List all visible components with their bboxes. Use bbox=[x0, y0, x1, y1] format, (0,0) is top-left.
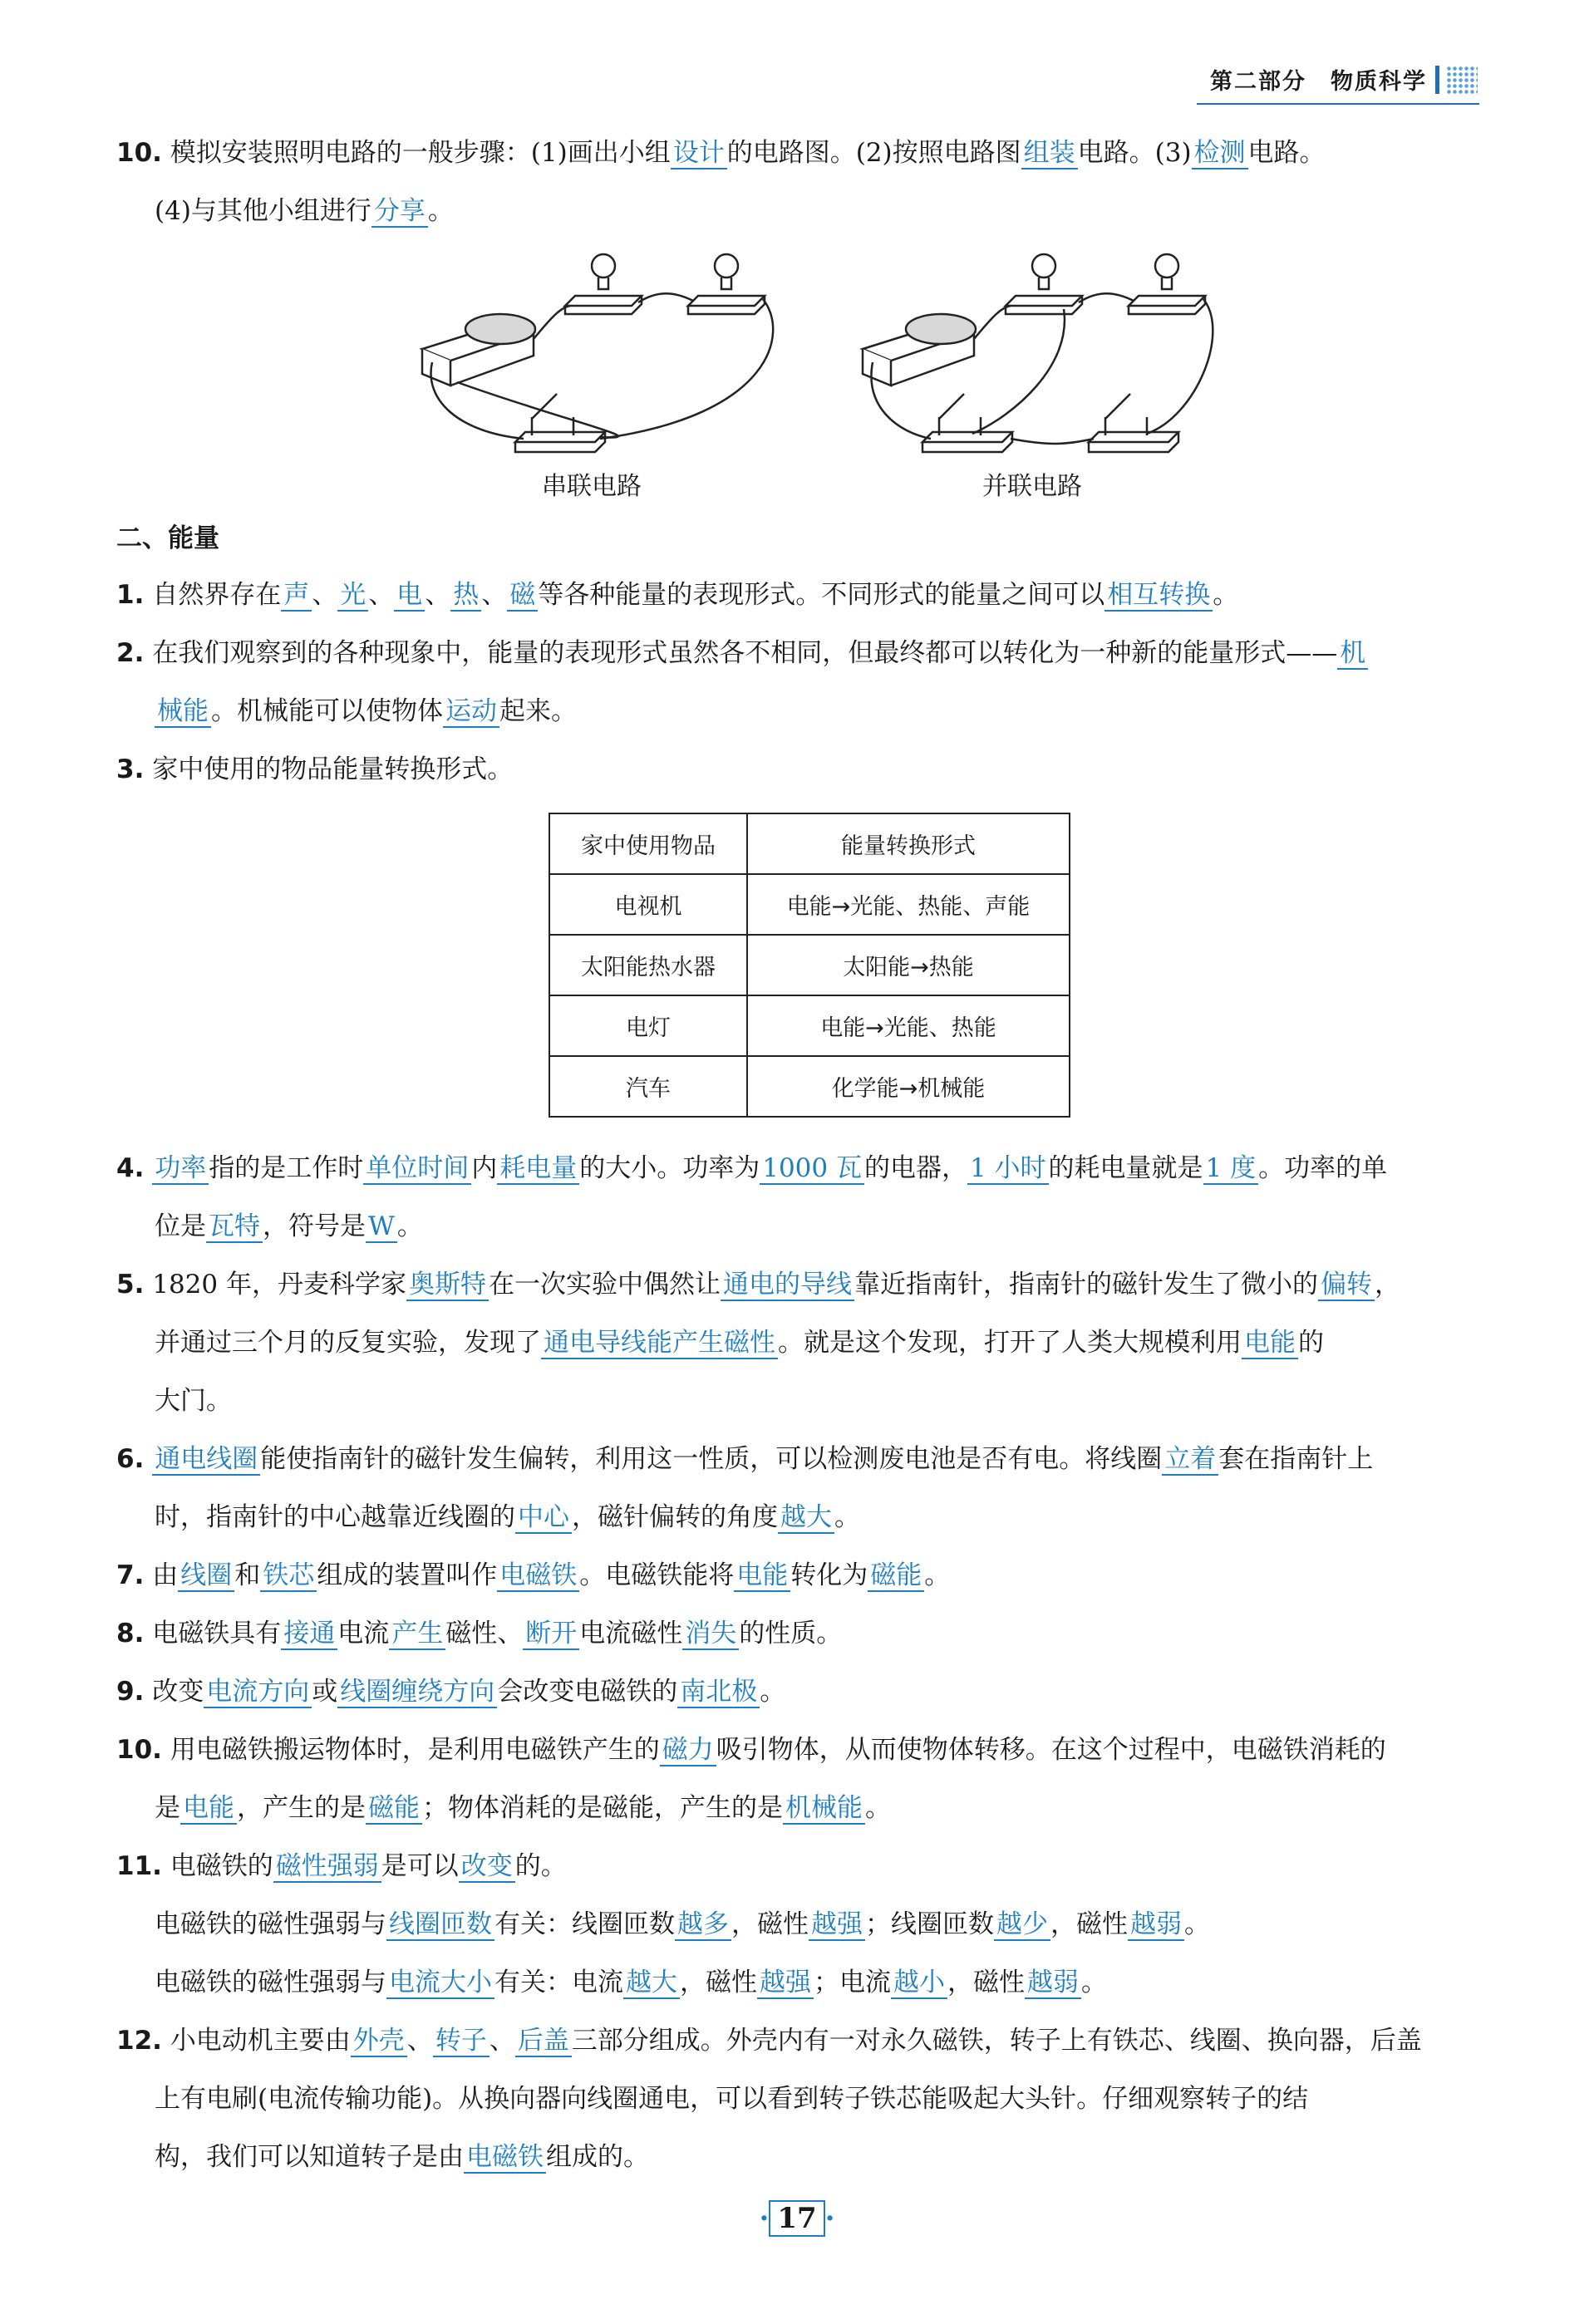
text: 的电器， bbox=[863, 1153, 967, 1183]
text: 。 bbox=[865, 1793, 891, 1823]
text: 组成的装置叫作 bbox=[317, 1560, 498, 1590]
answer: 铁芯 bbox=[260, 1560, 317, 1592]
answer: 越少 bbox=[994, 1909, 1050, 1941]
answer: 磁能 bbox=[868, 1560, 924, 1592]
text: 是 bbox=[155, 1793, 180, 1823]
text: 电磁铁的磁性强弱与 bbox=[155, 1968, 386, 1997]
q10-line2 bbox=[155, 1790, 1478, 1826]
answer: 磁能 bbox=[366, 1793, 422, 1825]
text: 、 bbox=[312, 580, 338, 610]
answer: 越强 bbox=[757, 1968, 814, 1999]
answer: 磁 bbox=[507, 580, 538, 612]
energy-conversion-table bbox=[549, 813, 1070, 1118]
answer: 电能 bbox=[734, 1560, 790, 1592]
table-row bbox=[549, 1056, 1070, 1117]
text: 在我们观察到的各种现象中，能量的表现形式虽然各不相同，但最终都可以转化为一种新的能量形式—— bbox=[152, 638, 1338, 668]
text: 电流 bbox=[337, 1619, 390, 1648]
text: 时，指南针的中心越靠近线圈的 bbox=[155, 1502, 515, 1532]
header-dot-grid bbox=[1446, 66, 1478, 94]
text: 等各种能量的表现形式。不同形式的能量之间可以 bbox=[538, 580, 1105, 610]
answer: 改变 bbox=[459, 1851, 515, 1883]
answer: 组装 bbox=[1021, 138, 1078, 170]
answer: 越大 bbox=[778, 1502, 834, 1534]
series-circuit-diagram bbox=[407, 249, 806, 465]
answer: 消失 bbox=[682, 1619, 739, 1650]
q2-line2 bbox=[155, 693, 1478, 730]
table-cell: 太阳能热水器 bbox=[549, 935, 747, 995]
table-cell: 化学能→机械能 bbox=[747, 1056, 1070, 1117]
answer: 中心 bbox=[515, 1502, 572, 1534]
answer: 越多 bbox=[675, 1909, 731, 1941]
table-cell: 电视机 bbox=[549, 874, 747, 935]
table-cell: 电能→光能、热能、声能 bbox=[747, 874, 1070, 935]
answer: 通电线圈 bbox=[152, 1444, 260, 1476]
table-row bbox=[549, 874, 1070, 935]
question-number: 5. bbox=[116, 1270, 145, 1300]
text: 。 bbox=[396, 1211, 423, 1241]
table-cell: 太阳能→热能 bbox=[747, 935, 1070, 995]
answer: 通电的导线 bbox=[721, 1270, 854, 1301]
text: 套在指南针上 bbox=[1218, 1444, 1374, 1474]
answer: 后盖 bbox=[515, 2026, 572, 2057]
question-number: 8. bbox=[116, 1619, 145, 1648]
text: 能使指南针的磁针发生偏转，利用这一性质，可以检测废电池是否有电。将线圈 bbox=[260, 1444, 1163, 1474]
text: 的。 bbox=[514, 1851, 567, 1881]
text: 的耗电量就是 bbox=[1048, 1153, 1203, 1183]
question-number: 11. bbox=[116, 1851, 162, 1881]
text: 电路。(3) bbox=[1077, 138, 1192, 168]
answer: 单位时间 bbox=[363, 1153, 471, 1185]
text: ；物体消耗的是磁能，产生的是 bbox=[422, 1793, 783, 1823]
answer: 电能 bbox=[1242, 1328, 1298, 1359]
answer: 瓦特 bbox=[206, 1211, 263, 1243]
answer: 1000 瓦 bbox=[760, 1153, 864, 1185]
text: 吸引物体，从而使物体转移。在这个过程中，电磁铁消耗的 bbox=[716, 1735, 1386, 1765]
q12-line2 bbox=[155, 2081, 1478, 2117]
caption-series: 串联电路 bbox=[542, 472, 642, 501]
text: 模拟安装照明电路的一般步骤：(1)画出小组 bbox=[170, 138, 671, 168]
text: 。机械能可以使物体 bbox=[211, 696, 443, 726]
text: 自然界存在 bbox=[152, 580, 282, 610]
q5-line3 bbox=[155, 1383, 1478, 1419]
text: 、 bbox=[368, 580, 395, 610]
answer: 耗电量 bbox=[497, 1153, 579, 1185]
q3 bbox=[116, 751, 1478, 788]
text: (4)与其他小组进行 bbox=[155, 196, 371, 226]
answer: 检测 bbox=[1192, 138, 1248, 170]
answer: 电流方向 bbox=[204, 1677, 312, 1708]
answer: 电 bbox=[394, 580, 425, 612]
text: 。功率的单 bbox=[1258, 1153, 1388, 1183]
answer: 越小 bbox=[891, 1968, 947, 1999]
text: 是可以 bbox=[381, 1851, 459, 1881]
text: 会改变电磁铁的 bbox=[497, 1677, 678, 1707]
page-number bbox=[0, 2202, 1594, 2235]
text: 电路。 bbox=[1247, 138, 1326, 168]
answer: 断开 bbox=[523, 1619, 579, 1650]
text: 小电动机主要由 bbox=[170, 2026, 351, 2056]
text: 电流磁性 bbox=[579, 1619, 683, 1648]
answer: 电磁铁 bbox=[497, 1560, 579, 1592]
text: 的性质。 bbox=[739, 1619, 843, 1648]
answer: 转子 bbox=[433, 2026, 490, 2057]
text: 起来。 bbox=[499, 696, 577, 726]
answer: 外壳 bbox=[351, 2026, 407, 2057]
question-number: 9. bbox=[116, 1677, 145, 1707]
q11-line1 bbox=[116, 1848, 1478, 1884]
answer: 立着 bbox=[1162, 1444, 1218, 1476]
answer: 越弱 bbox=[1025, 1968, 1081, 1999]
text: 并通过三个月的反复实验，发现了 bbox=[155, 1328, 541, 1358]
answer: 南北极 bbox=[677, 1677, 760, 1708]
page-dot: · bbox=[824, 2202, 835, 2235]
text: 由 bbox=[152, 1560, 179, 1590]
text: 指的是工作时 bbox=[209, 1153, 364, 1183]
text: 大门。 bbox=[155, 1386, 232, 1416]
answer: 1 小时 bbox=[967, 1153, 1049, 1185]
q11-line3 bbox=[155, 1964, 1478, 2001]
text: 转化为 bbox=[790, 1560, 868, 1590]
answer: 电能 bbox=[180, 1793, 237, 1825]
answer: 产生 bbox=[389, 1619, 445, 1650]
text: 。 bbox=[1184, 1909, 1210, 1939]
answer: 磁力 bbox=[660, 1735, 716, 1766]
text: 用电磁铁搬运物体时，是利用电磁铁产生的 bbox=[170, 1735, 660, 1765]
answer: 机械能 bbox=[783, 1793, 865, 1825]
table-cell: 电灯 bbox=[549, 995, 747, 1056]
q5-line1 bbox=[116, 1266, 1478, 1303]
q1 bbox=[116, 577, 1478, 613]
text: 、 bbox=[481, 580, 508, 610]
q4-line2 bbox=[155, 1208, 1478, 1245]
answer: 线圈 bbox=[178, 1560, 234, 1592]
answer: 线圈匝数 bbox=[386, 1909, 494, 1941]
text: ， bbox=[1374, 1270, 1400, 1300]
text: ，磁针偏转的角度 bbox=[572, 1502, 778, 1532]
text: ，符号是 bbox=[263, 1211, 366, 1241]
answer: 电磁铁 bbox=[464, 2142, 546, 2174]
answer: 光 bbox=[337, 580, 368, 612]
answer: 分享 bbox=[371, 196, 428, 228]
table-header-row bbox=[549, 813, 1070, 874]
text: 靠近指南针，指南针的磁针发生了微小的 bbox=[854, 1270, 1318, 1300]
text: 、 bbox=[489, 2026, 515, 2056]
text: ，磁性 bbox=[680, 1968, 757, 1997]
text: 1820 年，丹麦科学家 bbox=[152, 1270, 406, 1300]
table-row bbox=[549, 935, 1070, 995]
answer: 设计 bbox=[671, 138, 727, 170]
question-number: 10. bbox=[116, 138, 162, 168]
text: 。 bbox=[924, 1560, 951, 1590]
section-header bbox=[1210, 63, 1478, 96]
answer: 通电导线能产生磁性 bbox=[541, 1328, 778, 1359]
text: 有关：电流 bbox=[494, 1968, 623, 1997]
text: ，磁性 bbox=[947, 1968, 1025, 1997]
answer: 偏转 bbox=[1318, 1270, 1375, 1301]
answer: 声 bbox=[281, 580, 312, 612]
text: 位是 bbox=[155, 1211, 206, 1241]
question-number: 2. bbox=[116, 638, 145, 668]
answer: 功率 bbox=[152, 1153, 209, 1185]
text: ；线圈匝数 bbox=[865, 1909, 994, 1939]
table-header-cell: 家中使用物品 bbox=[549, 813, 747, 874]
text: 构，我们可以知道转子是由 bbox=[155, 2142, 464, 2172]
section-title: 第二部分 物质科学 bbox=[1210, 69, 1427, 95]
q2-line1 bbox=[116, 635, 1478, 671]
question-number: 3. bbox=[116, 754, 145, 784]
q7 bbox=[116, 1557, 1478, 1594]
answer: 相互转换 bbox=[1104, 580, 1213, 612]
text: 的 bbox=[1298, 1328, 1324, 1358]
text: 、 bbox=[425, 580, 451, 610]
answer: 越弱 bbox=[1128, 1909, 1184, 1941]
answer: 越强 bbox=[809, 1909, 865, 1941]
q10-circuit-line2 bbox=[155, 193, 1478, 229]
text: 的大小。功率为 bbox=[579, 1153, 760, 1183]
text: 改变 bbox=[152, 1677, 204, 1707]
answer: 线圈缠绕方向 bbox=[337, 1677, 497, 1708]
q8 bbox=[116, 1615, 1478, 1652]
question-number: 7. bbox=[116, 1560, 145, 1590]
text: 有关：线圈匝数 bbox=[494, 1909, 675, 1939]
text: 家中使用的物品能量转换形式。 bbox=[152, 754, 514, 784]
text: ，产生的是 bbox=[237, 1793, 366, 1823]
answer: 接通 bbox=[281, 1619, 337, 1650]
text: 的电路图。(2)按照电路图 bbox=[726, 138, 1021, 168]
text: 电磁铁的 bbox=[170, 1851, 273, 1881]
q6-line2 bbox=[155, 1499, 1478, 1535]
caption-parallel: 并联电路 bbox=[982, 472, 1082, 501]
answer: 磁性强弱 bbox=[273, 1851, 381, 1883]
text: 三部分组成。外壳内有一对永久磁铁，转子上有铁芯、线圈、换向器，后盖 bbox=[571, 2026, 1422, 2056]
question-number: 4. bbox=[116, 1153, 145, 1183]
section-energy-title: 二、能量 bbox=[116, 523, 219, 553]
q12-line3 bbox=[155, 2139, 1478, 2175]
q12-line1 bbox=[116, 2022, 1478, 2059]
question-number: 10. bbox=[116, 1735, 162, 1765]
text: 。 bbox=[1213, 580, 1239, 610]
text: 磁性、 bbox=[445, 1619, 524, 1648]
text: 在一次实验中偶然让 bbox=[488, 1270, 721, 1300]
text: 。就是这个发现，打开了人类大规模利用 bbox=[778, 1328, 1242, 1358]
text: ，磁性 bbox=[1050, 1909, 1128, 1939]
table-cell: 汽车 bbox=[549, 1056, 747, 1117]
text: 。电磁铁能将 bbox=[579, 1560, 735, 1590]
answer: 机 bbox=[1337, 638, 1368, 670]
answer: 奥斯特 bbox=[406, 1270, 489, 1301]
text: 组成的。 bbox=[546, 2142, 649, 2172]
table-row bbox=[549, 995, 1070, 1056]
text: 。 bbox=[1081, 1968, 1107, 1997]
question-number: 1. bbox=[116, 580, 145, 610]
parallel-circuit-diagram bbox=[848, 249, 1247, 465]
answer: 运动 bbox=[443, 696, 499, 728]
text: 。 bbox=[760, 1677, 786, 1707]
answer: 1 度 bbox=[1203, 1153, 1259, 1185]
q10-circuit-line1 bbox=[116, 135, 1478, 171]
answer: 电流大小 bbox=[386, 1968, 494, 1999]
page-dot: · bbox=[759, 2202, 770, 2235]
text: 上有电刷(电流传输功能)。从换向器向线圈通电，可以看到转子铁芯能吸起大头针。仔细观察转子的结 bbox=[155, 2084, 1309, 2114]
answer: 热 bbox=[450, 580, 481, 612]
page-number-value: 17 bbox=[769, 2200, 824, 2237]
text: 电磁铁的磁性强弱与 bbox=[155, 1909, 386, 1939]
question-number: 12. bbox=[116, 2026, 162, 2056]
answer: 械能 bbox=[155, 696, 211, 728]
text: 电磁铁具有 bbox=[152, 1619, 282, 1648]
text: 、 bbox=[406, 2026, 433, 2056]
answer: 越大 bbox=[623, 1968, 680, 1999]
q9 bbox=[116, 1673, 1478, 1710]
text: 内 bbox=[471, 1153, 498, 1183]
q11-line2 bbox=[155, 1906, 1478, 1943]
table-header-cell: 能量转换形式 bbox=[747, 813, 1070, 874]
answer: W bbox=[366, 1211, 397, 1243]
q5-line2 bbox=[155, 1324, 1478, 1361]
text: ；电流 bbox=[814, 1968, 891, 1997]
text: 或 bbox=[312, 1677, 338, 1707]
text: ，磁性 bbox=[731, 1909, 809, 1939]
text: 和 bbox=[234, 1560, 261, 1590]
text: 。 bbox=[834, 1502, 860, 1532]
header-bar bbox=[1435, 66, 1439, 94]
q6-line1 bbox=[116, 1441, 1478, 1477]
text: 。 bbox=[427, 196, 454, 226]
question-number: 6. bbox=[116, 1444, 145, 1474]
header-underline bbox=[1197, 103, 1479, 105]
table-cell: 电能→光能、热能 bbox=[747, 995, 1070, 1056]
q10-line1 bbox=[116, 1732, 1478, 1768]
q4-line1 bbox=[116, 1150, 1478, 1187]
